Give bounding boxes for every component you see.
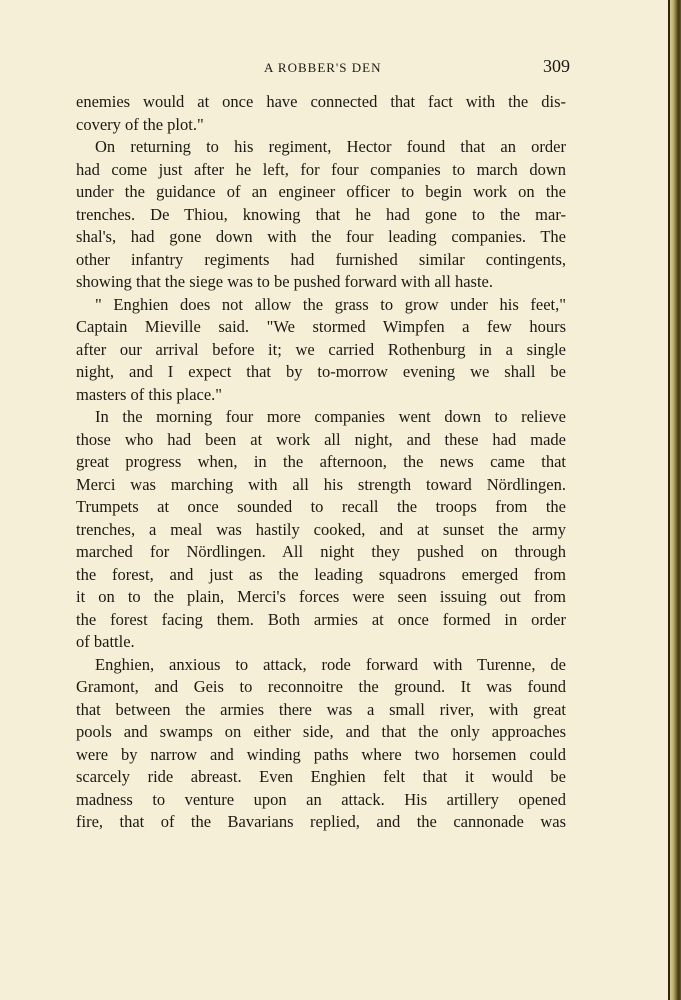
text-line: marched for Nördlingen. All night they pushed on through	[76, 542, 566, 561]
running-title: A ROBBER'S DEN	[264, 60, 382, 75]
page-edge-shadow	[668, 0, 670, 1000]
text-line: trenches, a meal was hastily cooked, and at sunset the army	[76, 519, 566, 539]
text-line: fire, that of the Bavarians replied, and the cannonade was	[76, 812, 566, 831]
text-line: showing that the siege was to be pushed forward with all haste.	[76, 272, 493, 291]
text-line: those who had been at work all night, and these had made	[76, 429, 566, 449]
text-line: other infantry regiments had furnished similar contingents,	[76, 249, 566, 269]
text-line: On returning to his regiment, Hector found that an order	[95, 137, 566, 156]
text-line: the forest facing them. Both armies at once formed in order	[76, 609, 566, 629]
text-line: In the morning four more companies went down to relieve	[95, 407, 566, 426]
text-line: great progress when, in the afternoon, the news came that	[76, 452, 566, 471]
text-line: of battle.	[76, 632, 135, 651]
text-line: pools and swamps on either side, and that the only approaches	[76, 722, 566, 741]
text-line: Merci was marching with all his strength toward Nördlingen.	[76, 474, 566, 494]
text-line: the forest, and just as the leading squadrons emerged from	[76, 564, 566, 584]
text-line: were by narrow and winding paths where two horsemen could	[76, 744, 566, 764]
text-line: night, and I expect that by to-morrow evening we shall be	[76, 362, 566, 381]
text-line: Gramont, and Geis to reconnoitre the ground. It was found	[76, 677, 566, 696]
page-edge	[669, 0, 681, 1000]
text-line: Enghien, anxious to attack, rode forward with Turenne, de	[95, 654, 566, 674]
text-line: madness to venture upon an attack. His artillery opened	[76, 789, 566, 809]
text-line: Captain Mieville said. "We stormed Wimpfen a few hours	[76, 317, 566, 336]
body-text	[76, 91, 566, 834]
text-line: after our arrival before it; we carried Rothenburg in a single	[76, 339, 566, 359]
text-line: that between the armies there was a small river, with great	[76, 699, 566, 719]
text-line: masters of this place."	[76, 384, 223, 404]
page-number: 309	[543, 56, 570, 76]
text-line: scarcely ride abreast. Even Enghien felt that it would be	[76, 767, 566, 786]
text-line: enemies would at once have connected that fact with the dis-	[76, 92, 566, 111]
text-line: under the guidance of an engineer officer to begin work on the	[76, 182, 566, 201]
text-line: covery of the plot."	[76, 114, 204, 134]
text-line: trenches. De Thiou, knowing that he had gone to the mar-	[76, 204, 566, 224]
page-header	[76, 58, 570, 80]
text-line: it on to the plain, Merci's forces were seen issuing out from	[76, 587, 566, 606]
text-line: " Enghien does not allow the grass to grow under his feet,"	[95, 294, 566, 314]
text-line: Trumpets at once sounded to recall the troops from the	[76, 497, 566, 516]
text-line: had come just after he left, for four companies to march down	[76, 159, 566, 179]
text-line: shal's, had gone down with the four leading companies. The	[76, 227, 566, 246]
